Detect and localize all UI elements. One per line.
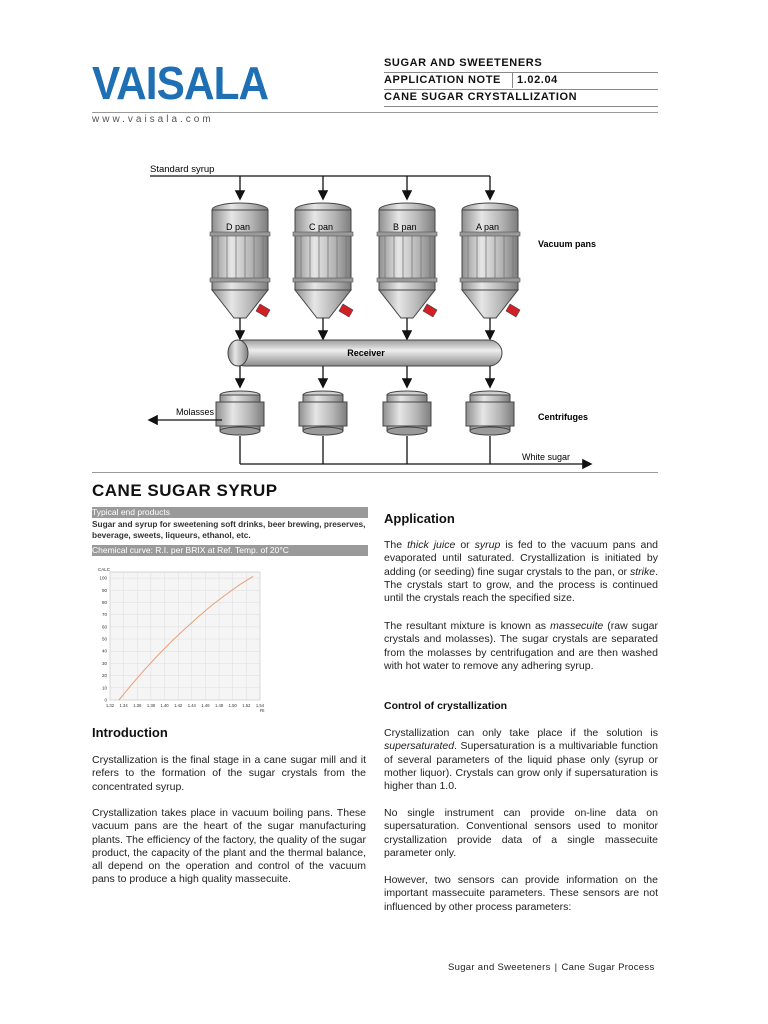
introduction-paragraph-1: Crystallization is the final stage in a cane sugar mill and it refers to the formation of the sugar crystals from the concentrated syrup. bbox=[92, 754, 366, 793]
footer-right: Cane Sugar Process bbox=[561, 962, 655, 973]
chart-x-axis-label: RI bbox=[260, 708, 265, 713]
vacuum-pans bbox=[210, 203, 520, 338]
centrifuges-label: Centrifuges bbox=[538, 412, 589, 422]
chart-y-ticks bbox=[99, 576, 107, 703]
x-tick-label: 1.32 bbox=[105, 703, 115, 708]
centrifuge bbox=[216, 391, 264, 435]
category-label: SUGAR AND SWEETENERS bbox=[384, 57, 543, 69]
page-title: CANE SUGAR SYRUP bbox=[92, 481, 278, 500]
ri-brix-chart bbox=[88, 562, 272, 716]
vacuum-pans-label: Vacuum pans bbox=[538, 239, 597, 249]
note-number: 1.02.04 bbox=[512, 73, 558, 88]
pan-label: A pan bbox=[476, 222, 500, 232]
y-tick-label: 30 bbox=[101, 660, 107, 666]
pan-label: C pan bbox=[309, 222, 334, 232]
application-heading: Application bbox=[384, 511, 455, 526]
x-tick-label: 1.48 bbox=[215, 703, 224, 708]
receiver-arrows bbox=[240, 366, 490, 386]
meta-subject bbox=[384, 90, 658, 107]
subject-label: CANE SUGAR CRYSTALLIZATION bbox=[384, 91, 578, 103]
y-tick-label: 80 bbox=[101, 599, 107, 605]
page-footer bbox=[448, 962, 655, 973]
chart-y-axis-label: CALC bbox=[98, 567, 111, 572]
receiver bbox=[228, 340, 502, 366]
y-tick-label: 40 bbox=[101, 648, 107, 654]
centrifuge bbox=[299, 391, 347, 435]
footer-left: Sugar and Sweeteners bbox=[448, 962, 551, 973]
y-tick-label: 90 bbox=[101, 587, 107, 593]
x-tick-label: 1.50 bbox=[228, 703, 237, 708]
x-tick-label: 1.44 bbox=[187, 703, 196, 708]
molasses-flow bbox=[150, 407, 222, 420]
y-tick-label: 100 bbox=[99, 575, 107, 581]
chart-grid bbox=[110, 572, 260, 700]
control-paragraph-3: However, two sensors can provide information on the important massecuite parameters. These sensors are not influenced by other process parameters: bbox=[384, 874, 658, 913]
x-tick-label: 1.38 bbox=[146, 703, 155, 708]
meta-note bbox=[384, 73, 658, 90]
valve-icon bbox=[339, 304, 353, 317]
introduction-heading: Introduction bbox=[92, 725, 168, 740]
application-paragraph-1: The thick juice or syrup is fed to the vacuum pans and evaporated until saturated. Crystallization is initiated by adding (or seeding) fine sugar crystals to the pan, or strike. The crystals start to grow, and the process is continued until the crystals reach the specified size. bbox=[384, 539, 659, 605]
control-paragraph-2: No single instrument can provide on-line data on supersaturation. Conventional sensors used to monitor crystallization provide data of a single massecuite parameter only. bbox=[384, 807, 658, 859]
x-tick-label: 1.34 bbox=[119, 703, 128, 708]
note-label: APPLICATION NOTE bbox=[384, 74, 501, 86]
white-sugar-label: White sugar bbox=[522, 452, 571, 462]
standard-syrup-label: Standard syrup bbox=[150, 164, 215, 175]
introduction-paragraph-2: Crystallization takes place in vacuum boiling pans. These vacuum pans are the heart of the sugar manufacturing plants. The efficiency of the factory, the quality of the sugar product, the capacity of the plant and the thermal balance, all depend on the operation and control of the vacuum pans to produce a high quality massecuite. bbox=[92, 807, 366, 886]
y-tick-label: 70 bbox=[101, 612, 107, 618]
valve-icon bbox=[506, 304, 520, 317]
pan-label: B pan bbox=[393, 222, 417, 232]
vacuum-pan bbox=[293, 203, 353, 338]
process-diagram bbox=[140, 158, 620, 470]
x-tick-label: 1.46 bbox=[201, 703, 210, 708]
footer-separator: | bbox=[554, 962, 558, 973]
x-tick-label: 1.36 bbox=[133, 703, 142, 708]
section-divider bbox=[92, 472, 658, 473]
x-tick-label: 1.54 bbox=[255, 703, 265, 708]
valve-icon bbox=[256, 304, 270, 317]
document-meta bbox=[384, 56, 658, 107]
white-sugar-flow bbox=[240, 436, 590, 464]
valve-icon bbox=[423, 304, 437, 317]
vaisala-logo: VAISALA bbox=[92, 57, 269, 109]
feed-arrows bbox=[240, 176, 490, 198]
x-tick-label: 1.52 bbox=[242, 703, 251, 708]
y-tick-label: 50 bbox=[101, 636, 107, 642]
pan-label: D pan bbox=[226, 222, 251, 232]
vacuum-pan bbox=[210, 203, 270, 338]
vacuum-pan bbox=[377, 203, 437, 338]
centrifuge bbox=[383, 391, 431, 435]
y-tick-label: 10 bbox=[101, 685, 107, 691]
meta-category bbox=[384, 56, 658, 73]
centrifuge bbox=[466, 391, 514, 435]
y-tick-label: 20 bbox=[101, 673, 107, 679]
end-products-text: Sugar and syrup for sweetening soft drinks, beer brewing, preserves, beverage, sweets, liqueurs, ethanol, etc. bbox=[92, 519, 366, 540]
chart-x-ticks bbox=[106, 703, 265, 708]
y-tick-label: 60 bbox=[101, 624, 107, 630]
website-url[interactable]: www.vaisala.com bbox=[92, 114, 214, 125]
vacuum-pan bbox=[460, 203, 520, 338]
header-divider bbox=[92, 112, 658, 113]
control-heading: Control of crystallization bbox=[384, 700, 508, 712]
application-paragraph-2: The resultant mixture is known as massecuite (raw sugar crystals and molasses). The sugar crystals are separated from the molasses by centrifugation and are then washed with hot water to remove any adhering syrup. bbox=[384, 620, 658, 672]
centrifuges bbox=[216, 391, 514, 435]
end-products-label: Typical end products bbox=[92, 507, 368, 518]
x-tick-label: 1.40 bbox=[160, 703, 169, 708]
chemical-curve-label: Chemical curve: R.I. per BRIX at Ref. Temp. of 20°C bbox=[92, 545, 368, 556]
control-paragraph-1: Crystallization can only take place if the solution is supersaturated. Supersaturation is a multivariable function of several parameters of the liquid phase only (syrup or mother liquor). Crystals can grow only if supersaturation is higher than 1.0. bbox=[384, 727, 658, 793]
molasses-label: Molasses bbox=[176, 407, 215, 417]
y-tick-label: 0 bbox=[104, 697, 107, 703]
receiver-label: Receiver bbox=[347, 348, 385, 358]
x-tick-label: 1.42 bbox=[174, 703, 183, 708]
